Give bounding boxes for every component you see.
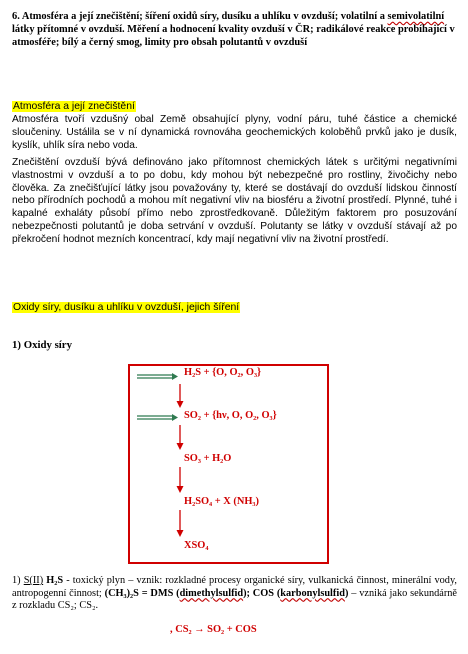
- document-heading: [12, 10, 457, 49]
- cos-formula: ); COS (: [243, 587, 281, 599]
- oxidation-state-label: S(II): [23, 575, 44, 586]
- h2s-formula: H₂S: [43, 575, 64, 586]
- list-number: 1): [12, 575, 24, 586]
- dms-name: dimethylsulfid: [179, 587, 244, 599]
- subsection-title-sulfur-oxides: 1) Oxidy síry: [12, 339, 72, 351]
- h2s-description: - toxický plyn – vznik: rozkladné procesy organické síry, vulkanická činnost, minerální vody, antropogenní činnost;: [12, 575, 458, 599]
- section-title-oxides: [12, 297, 240, 315]
- cs2-reaction-equation: CS₂ → SO₂ + COS: [175, 624, 257, 635]
- section-title-atmosphere: [12, 96, 136, 114]
- reaction-comma: ,: [170, 624, 176, 635]
- cos-name: karbonylsulfid: [280, 587, 345, 599]
- section-title-atmosphere-text: Atmosféra a její znečištění: [13, 101, 135, 112]
- dms-formula: (CH₃)₂S = DMS (: [104, 587, 180, 599]
- reaction-scheme-arrows: [128, 364, 329, 564]
- reaction-step-3: SO₃ + H₂O: [184, 453, 232, 464]
- cos-close: ): [344, 587, 349, 599]
- sulfur-compounds-paragraph: [12, 575, 457, 613]
- cos-description: – vzniká jako sekundárně z rozkladu CS₂; CS₂.: [12, 587, 457, 612]
- paragraph-pollution: Znečištění ovzduší bývá definováno jako přítomnost chemických látek s určitými negativními vlastnostmi v ovzduší a to po dobu, kdy mohou být nebezpečné pro rostliny, živočichy nebo člověka. Za znečišťující látky jsou považovány ty, které se dostávají do ovzduší lidskou činností nebo přírodních pochodů a mohou mít negativní vliv na biosféru a životní prostředí. Plynné, tuhé i kapalné exhaláty působí přímo nebo zprostředkovaně. Důležitým faktorem pro posuzování nebezpečnosti polutantů je doba setrvání v ovzduší. Polutanty se látky v ovzduší stávají až po překročení hodnot mezních koncentrací, kdy mají negativní vliv na životní prostředí.: [12, 157, 457, 245]
- cs2-reaction: [170, 624, 257, 635]
- heading-squiggle-word: semivolatilní: [387, 11, 445, 22]
- reaction-step-1: H₂S + {O, O₂, O₃}: [184, 367, 262, 378]
- paragraph-atmosphere: Atmosféra tvoří vzdušný obal Země obsahující plyny, vodní páru, tuhé částice a chemické sloučeniny. Ustálila se v ní dynamická rovnováha geochemických koloběhů prvků jako je dusík, kyslík, uhlík síra nebo voda.: [12, 114, 457, 151]
- heading-text-2: látky přítomné v ovzduší. Měření a hodnocení kvality ovzduší v ČR; radikálové reakce probíhající v atmosféře; bílý a černý smog, limity pro obsah polutantů v ovzduší: [12, 24, 455, 48]
- heading-text-1: 6. Atmosféra a její znečištění; šíření oxidů síry, dusíku a uhlíku v ovzduší; volatilní a: [12, 11, 388, 22]
- section-title-oxides-text: Oxidy síry, dusíku a uhlíku v ovzduší, jejich šíření: [13, 302, 240, 313]
- reaction-step-5: XSO₄: [184, 540, 209, 551]
- reaction-step-4: H₂SO₄ + X (NH₃): [184, 496, 260, 507]
- reaction-step-2: SO₂ + {hν, O, O₂, O₃}: [184, 410, 277, 421]
